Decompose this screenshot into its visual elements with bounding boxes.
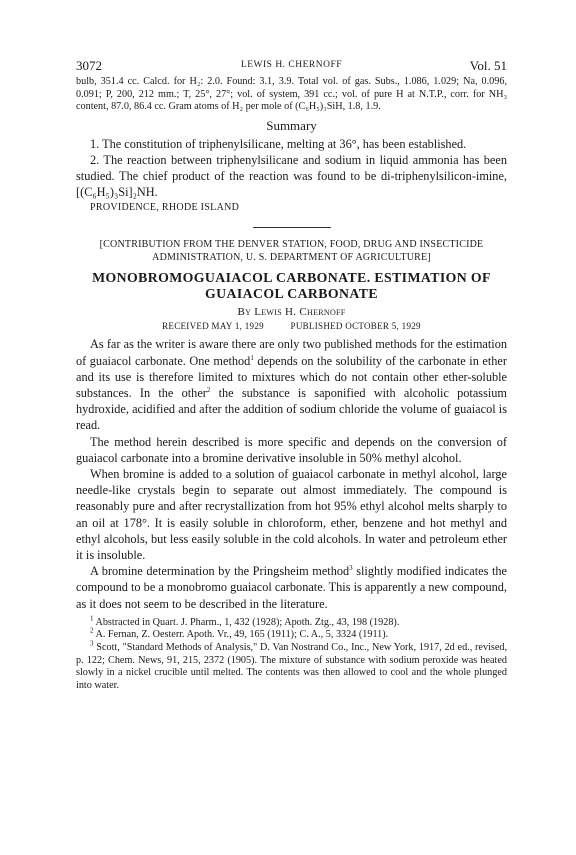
footnote-ref-1: 1 [250,353,254,362]
paragraph-4-part-a: A bromine determination by the Pringsheim method [90,564,350,579]
received-date: RECEIVED MAY 1, 1929 [162,321,264,332]
article-author: By Lewis H. Chernoff [237,306,346,319]
paragraph-4 [76,563,507,612]
paragraph-2: The method herein described is more specific and depends on the conversion of guaiacol carbonate into a bromine derivative insoluble in 50% methyl alcohol. [76,434,507,465]
paragraph-1-part-b: depends on the solubility of the carbonate in ether and its use is therefore limited to mixtures which do not contain other ether-soluble substances. In the other [76,353,507,400]
footnote-1-text: Abstracted in Quart. J. Pharm., 1, 432 (1928); Apoth. Ztg., 43, 198 (1928). [95,616,400,628]
page-number: 3072 [76,58,102,73]
page-header [76,58,507,76]
running-head: LEWIS H. CHERNOFF [240,60,343,70]
article-title [76,270,507,302]
footnote-1-mark: 1 [90,614,94,623]
section-divider [253,227,331,228]
paragraph-3: When bromine is added to a solution of guaiacol carbonate in methyl alcohol, large needle-like crystals begin to separate out almost immediately. The compound is reasonably pure and after recrystallization from hot 95% ethyl alcohol melts sharply to an oil at 178°. It is easily soluble in chloroform, ether, benzene and hot methyl and ethyl alcohols, but less easily soluble in the cold alcohols. In water and petroleum ether it is insoluble. [76,466,507,562]
paragraph-1 [76,336,507,433]
footnote-2-mark: 2 [90,626,94,635]
footnote-3 [76,639,508,692]
footnotes [76,614,508,693]
paragraph-4-part-b: slightly modified indicates the compound to be a monobromo guaiacol carbonate. This is apparently a new compound, as it does not seem to be described in the literature. [76,564,507,611]
footnote-ref-3: 3 [349,564,353,573]
volume-label: Vol. 51 [469,58,507,73]
article-title-line-2: GUAIACOL CARBONATE [205,286,378,302]
place-line: PROVIDENCE, RHODE ISLAND [90,202,240,214]
journal-page [76,58,507,692]
paragraph-1-part-a: As far as the writer is aware there are only two published methods for the estimation of guaiacol carbonate. One method [76,337,507,368]
article-title-line-1: MONOBROMOGUAIACOL CARBONATE. ESTIMATION OF [92,270,491,286]
summary-point-2: 2. The reaction between triphenylsilicane and sodium in liquid ammonia has been studied. The chief product of the reaction was found to be di-triphenylsilicon-imine, [(C₆H₅)₃Si]₂NH. [76,152,507,200]
contribution-note [76,238,507,264]
footnote-3-text: Scott, "Standard Methods of Analysis," D. Van Nostrand Co., Inc., New York, 1917, 2d ed., revised, p. 122; Chem. News, 91, 215, 2372 (1905). The mixture of substance with sodium peroxide was heated slowly in a nickel crucible until melted. The contents was then allowed to cool and the whole plunged into water. [76,641,508,691]
contribution-line-1: [CONTRIBUTION FROM THE DENVER STATION, FOOD, DRUG AND INSECTICIDE [99,239,484,251]
footnote-ref-2: 2 [206,385,211,394]
footnote-3-mark: 3 [90,639,94,648]
article-dates [76,321,507,331]
footnote-1 [76,614,507,630]
contribution-line-2: ADMINISTRATION, U. S. DEPARTMENT OF AGRICULTURE] [152,252,431,264]
preceding-text: bulb, 351.4 cc. Calcd. for H₂: 2.0. Found: 3.1, 3.9. Total vol. of gas. Subs., 1.086, 1.029; Na, 0.096, 0.091; P, 200, 212 mm.; T, 25°, 27°; vol. of system, 391 cc.; vol. of pure H at N.T.P., corr. for NH₃ content, 87.0, 86.4 cc. Gram atoms of H₂ per mole of (C₆H₅)₃SiH, 1.8, 1.9. [76,76,507,112]
summary-heading: Summary [266,117,317,133]
footnote-2-text: A. Fernan, Z. Oesterr. Apoth. Vr., 49, 165 (1911); C. A., 5, 3324 (1911). [95,629,389,641]
published-date: PUBLISHED OCTOBER 5, 1929 [290,321,421,332]
paragraph-1-part-c: the substance is saponified with alcoholic potassium hydroxide, acidified and after the addition of sodium chloride the volume of guaiacol is read. [76,385,508,433]
summary-point-1: 1. The constitution of triphenylsilicane, melting at 36°, has been established. [90,136,467,151]
footnote-2 [76,626,507,642]
